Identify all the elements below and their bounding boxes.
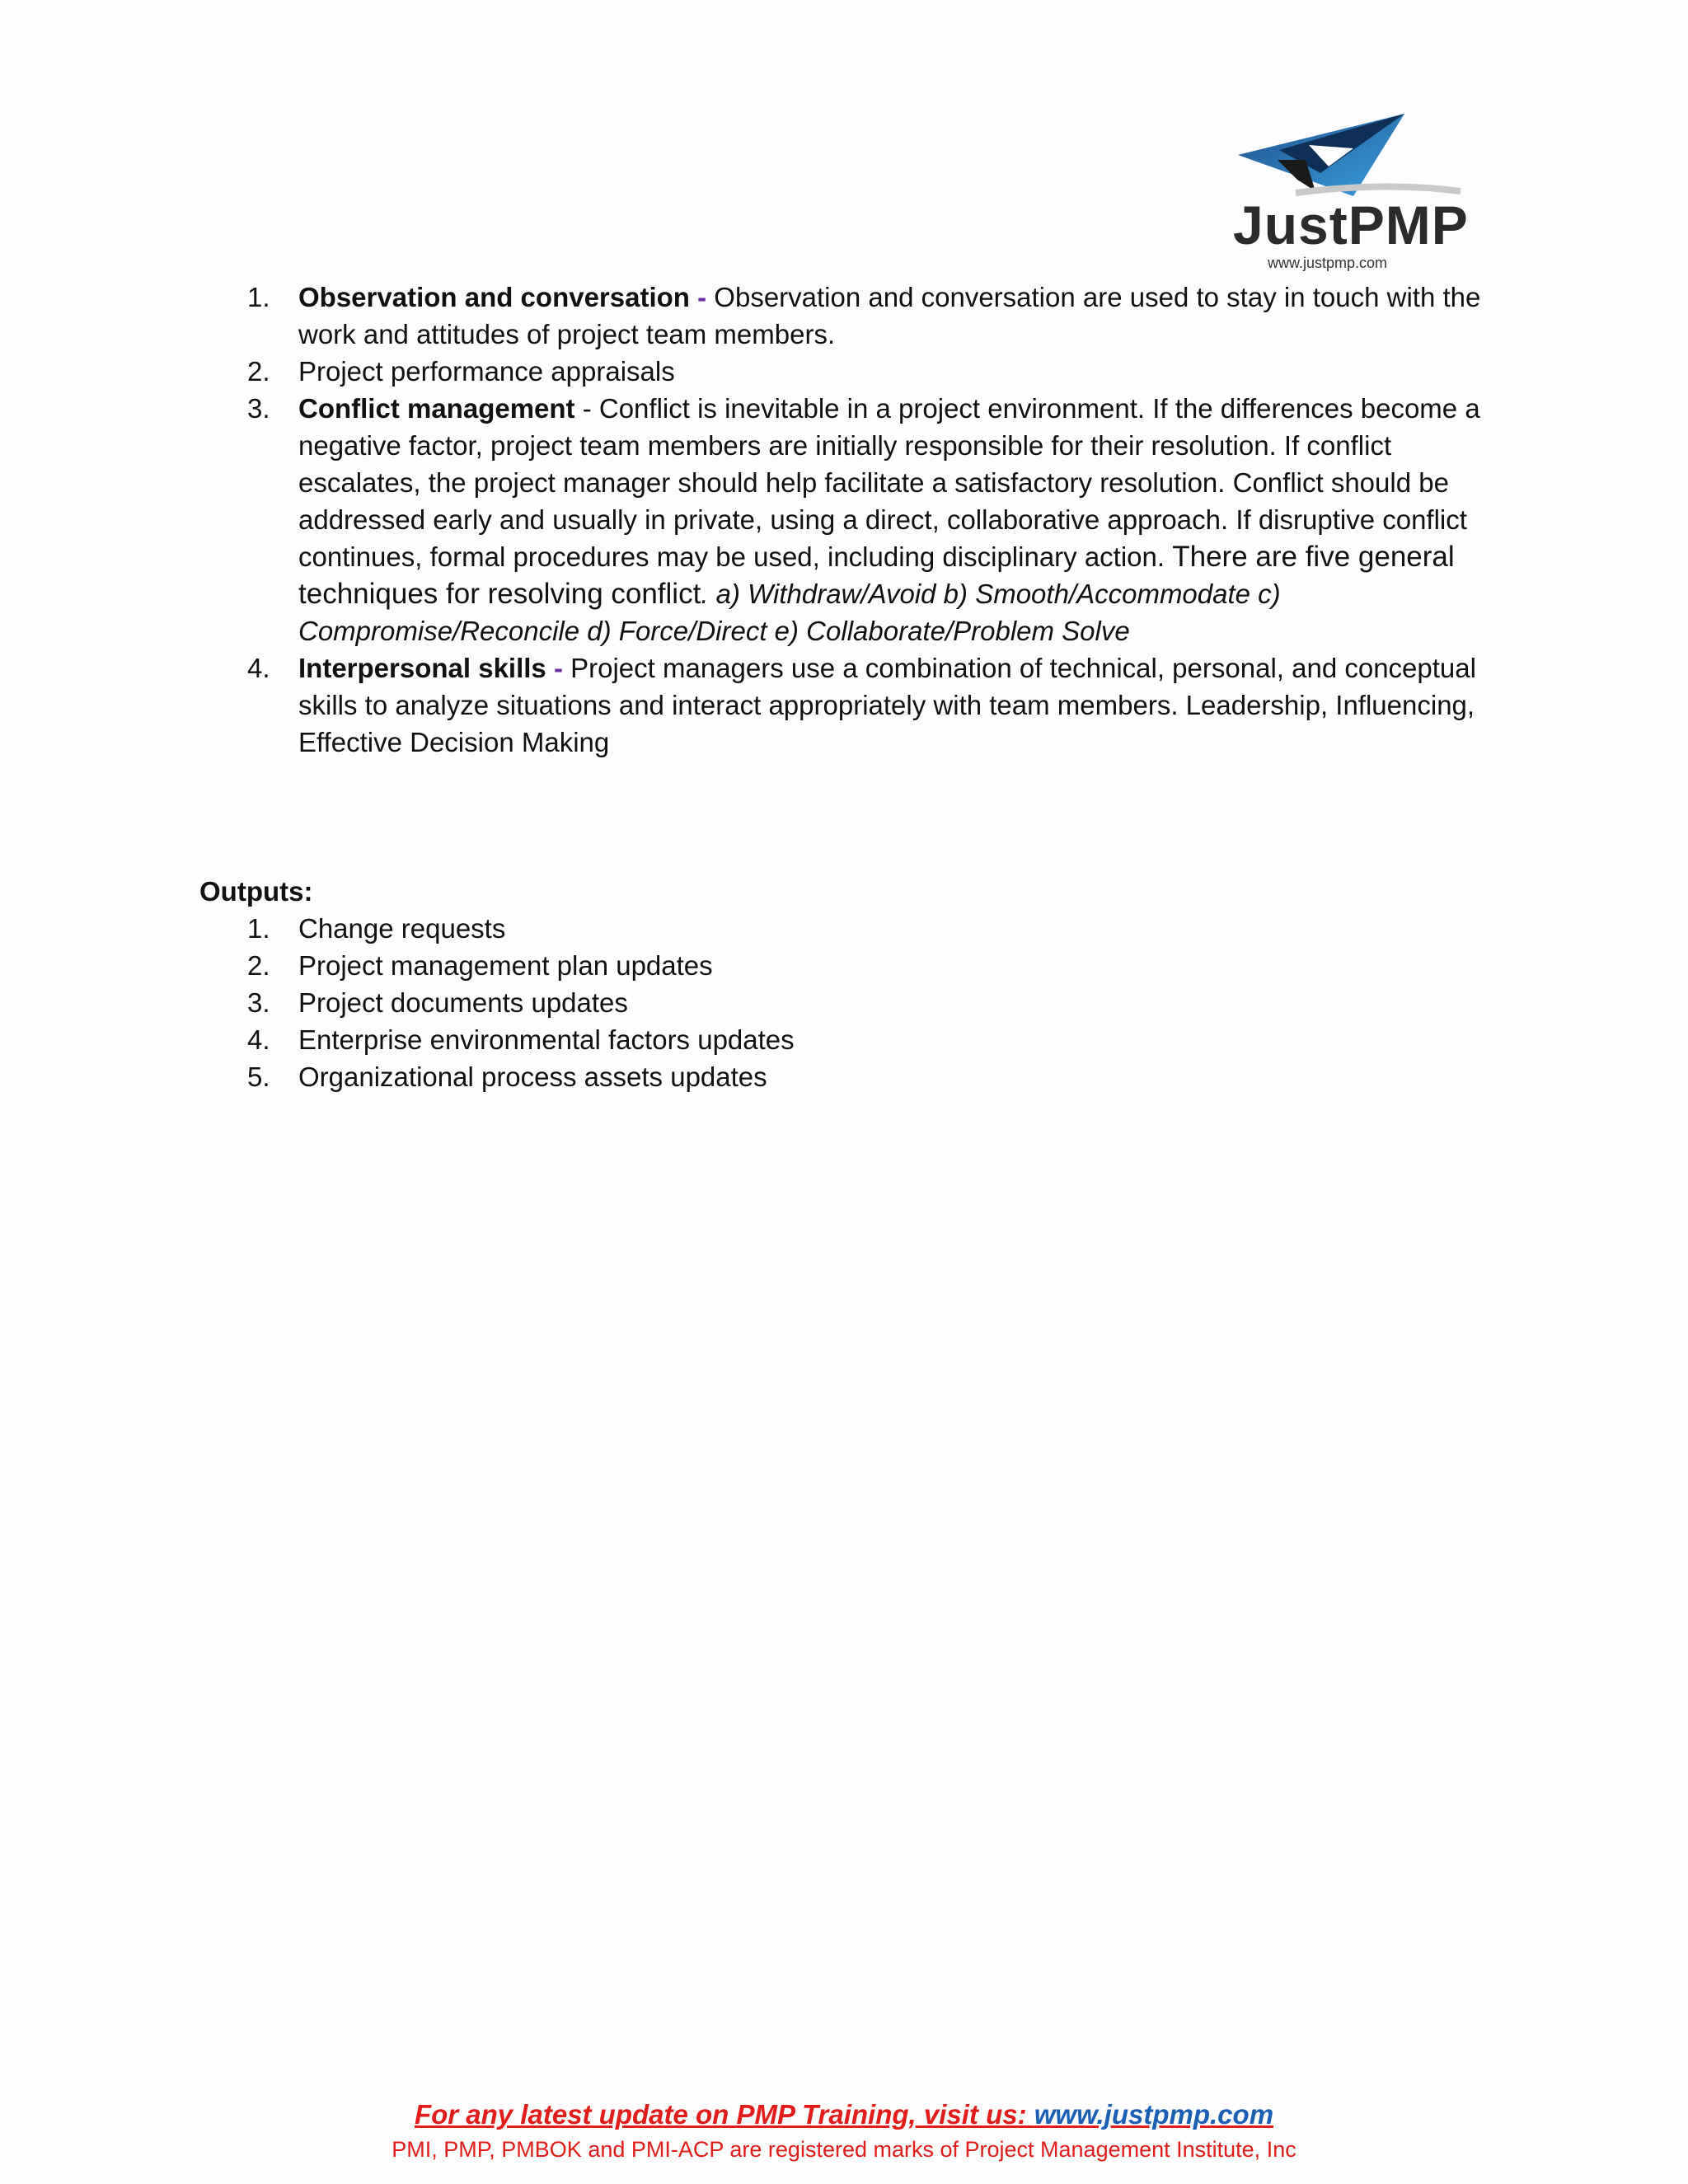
item-title: Conflict management: [298, 393, 575, 424]
item-title: Observation and conversation: [298, 282, 690, 312]
item-title: Interpersonal skills: [298, 653, 546, 683]
list-number: 2.: [247, 356, 270, 387]
list-item: [0, 353, 1688, 390]
list-item: [0, 390, 1688, 649]
techniques-lead-text: There are five general techniques for resolving conflict: [298, 541, 1455, 610]
output-text: Enterprise environmental factors updates: [298, 1024, 795, 1055]
list-number: 4.: [247, 653, 270, 683]
list-number: 1.: [247, 282, 270, 312]
paper-plane-icon: [1230, 109, 1487, 208]
list-item: [0, 947, 1688, 984]
tools-techniques-list: [0, 279, 1688, 761]
techniques-list-text: . a) Withdraw/Avoid b) Smooth/Accommodate c) Compromise/Reconcile d) Force/Direct e) Collaborate/Problem Solve: [298, 579, 1281, 646]
outputs-list: [0, 910, 1688, 1095]
list-item-body: [298, 390, 1493, 649]
output-text: Change requests: [298, 913, 506, 944]
footer-website-link[interactable]: www.justpmp.com: [1034, 2099, 1274, 2130]
list-number: 3.: [247, 987, 270, 1018]
title-separator: -: [689, 282, 715, 312]
output-text: Project management plan updates: [298, 950, 713, 981]
item-text: Conflict is inevitable in a project environment. If the differences become a negative factor, project team members are initially responsible for their resolution. If conflict escalates, the project manager should help facilitate a satisfactory resolution. Conflict should be addressed early and usually in private, using a direct, collaborative approach. If disruptive conflict continues, formal procedures may be used, including disciplinary action.: [298, 393, 1480, 572]
logo-url-text: www.justpmp.com: [1268, 255, 1388, 271]
list-number: 4.: [247, 1024, 270, 1055]
item-text: Observation and conversation are used to stay in touch with the work and attitudes of project team members.: [298, 282, 1481, 349]
title-separator: -: [546, 653, 571, 683]
title-separator: -: [574, 393, 599, 424]
list-item: [0, 1021, 1688, 1058]
list-item: [0, 984, 1688, 1021]
item-text: Project managers use a combination of technical, personal, and conceptual skills to analyze situations and interact appropriately with team members. Leadership, Influencing, Effective Decision Making: [298, 653, 1476, 757]
list-item-body: [298, 649, 1493, 761]
footer-promo-text: For any latest update on PMP Training, visit us:: [414, 2099, 1034, 2130]
list-number: 3.: [247, 393, 270, 424]
list-item-body: [298, 353, 1493, 390]
list-number: 1.: [247, 913, 270, 944]
list-item: [0, 1058, 1688, 1095]
logo-brand-text: JustPMP: [1233, 194, 1469, 255]
list-item: [0, 649, 1688, 761]
item-text: Project performance appraisals: [298, 356, 675, 387]
justpmp-logo: [1230, 109, 1487, 274]
output-text: Organizational process assets updates: [298, 1062, 767, 1092]
list-number: 2.: [247, 950, 270, 981]
outputs-heading: Outputs:: [199, 876, 313, 907]
footer-promo: [0, 2097, 1688, 2133]
footer-trademark: PMI, PMP, PMBOK and PMI-ACP are registered marks of Project Management Institute, Inc: [392, 2137, 1296, 2162]
list-number: 5.: [247, 1062, 270, 1092]
list-item-body: [298, 279, 1493, 353]
output-text: Project documents updates: [298, 987, 628, 1018]
list-item: [0, 910, 1688, 947]
list-item: [0, 279, 1688, 353]
